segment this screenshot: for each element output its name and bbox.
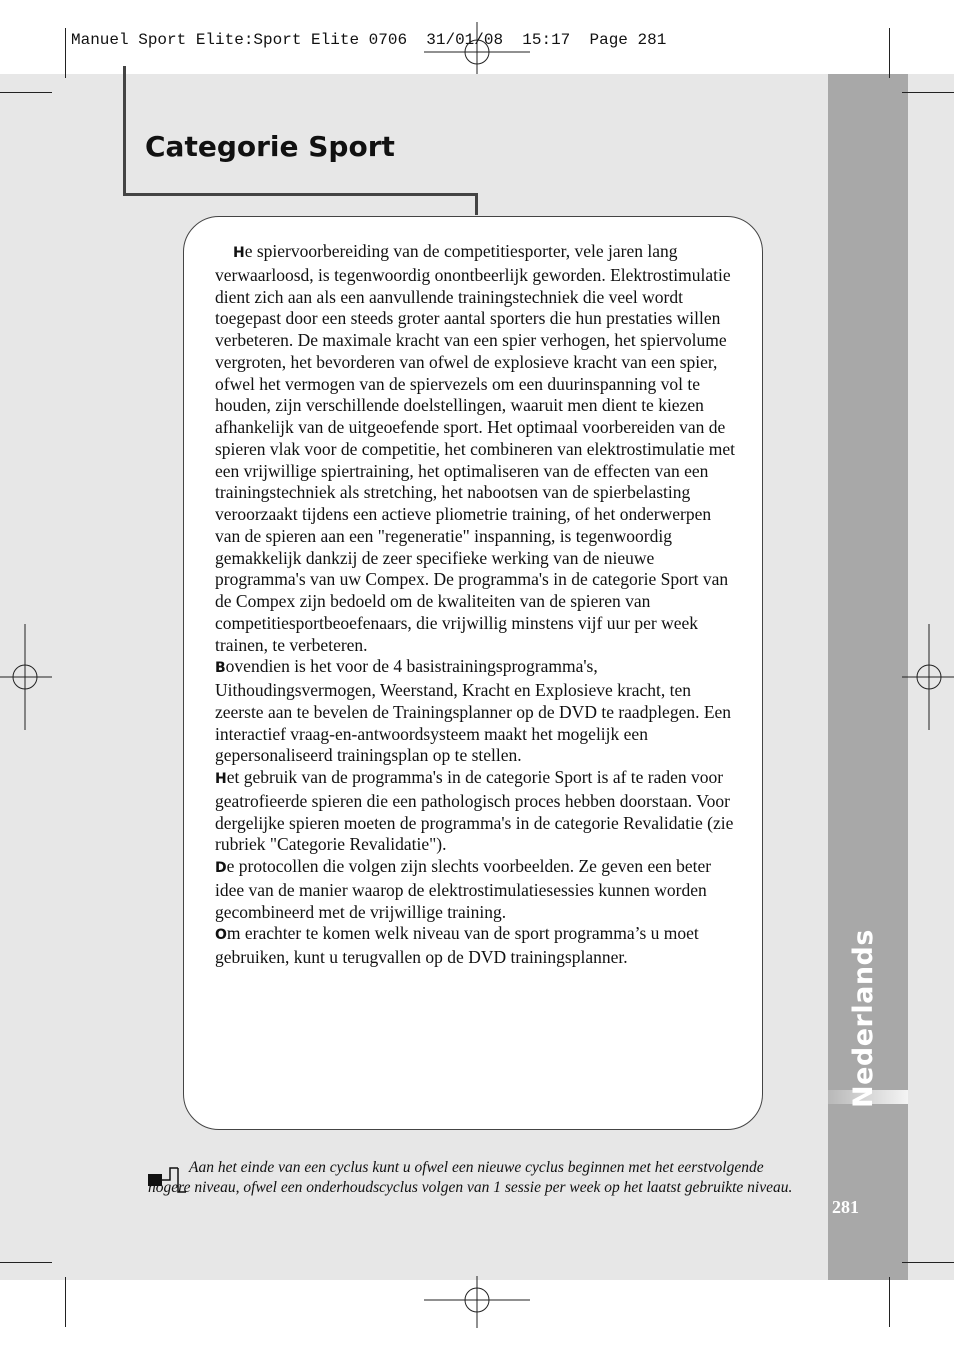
note-text: Aan het einde van een cyclus kunt u ofwel een nieuwe cyclus beginnen met het eerstvolgende hogere niveau, ofwel een onderhoudscyclus volgen van 1 sessie per week op het laatst gebruikte niveau. xyxy=(148,1159,793,1196)
crop-mark xyxy=(902,1262,954,1263)
crop-mark xyxy=(889,1277,890,1327)
paragraph-text: m erachter te komen welk niveau van de sport programma’s u moet gebruiken, kunt u terugvallen op de DVD trainingsplanner. xyxy=(215,923,699,967)
initial-letter: H xyxy=(215,771,227,787)
paragraph xyxy=(215,767,737,856)
registration-mark xyxy=(902,624,954,730)
initial-letter: D xyxy=(215,860,227,876)
paragraph-text: e protocollen die volgen zijn slechts voorbeelden. Ze geven een beter idee van de manier waarop de elektrostimulatiesessies kunnen worden gecombineerd met de vrijwillige training. xyxy=(215,856,712,922)
crop-mark xyxy=(889,28,890,78)
registration-mark xyxy=(424,22,530,74)
section-title: Categorie Sport xyxy=(145,130,395,163)
paragraph xyxy=(215,856,737,923)
title-bracket-tick xyxy=(475,193,478,215)
paragraph-text: et gebruik van de programma's in de categorie Sport is af te raden voor geatrofieerde spieren die een pathologisch proces hebben doorstaan. Voor dergelijke spieren moeten de programma's in de categorie Revalidatie (zie rubriek "Categorie Revalidatie"). xyxy=(215,767,734,855)
print-header: Manuel Sport Elite:Sport Elite 0706 31/01/08 15:17 Page 281 xyxy=(71,31,667,49)
crop-mark xyxy=(65,1277,66,1327)
paragraph xyxy=(215,241,737,656)
crop-mark xyxy=(0,1262,52,1263)
initial-letter: H xyxy=(233,245,245,261)
body-text xyxy=(215,241,737,969)
crop-mark xyxy=(65,28,66,78)
crop-mark xyxy=(902,92,954,93)
language-label: Nederlands xyxy=(848,929,879,1108)
crop-mark xyxy=(0,92,52,93)
registration-mark xyxy=(424,1276,530,1328)
paragraph xyxy=(215,656,737,767)
page-number: 281 xyxy=(832,1197,859,1217)
paragraph-text: ovendien is het voor de 4 basistrainingsprogramma's, Uithoudingsvermogen, Weerstand, Kracht en Explosieve kracht, ten zeerste aan te bevelen de Trainingsplanner op de DVD te raadplegen. Een interactief vraag-en-antwoordsysteem maakt het mogelijk een gepersonaliseerd trainingsplan op te stellen. xyxy=(215,656,732,766)
paragraph-text: e spiervoorbereiding van de competitiesporter, vele jaren lang verwaarloosd, is tegenwoordig onontbeerlijk geworden. Elektrostimulatie dient zich aan als een aanvullende trainingstechniek die veel wordt toegepast door een steeds groter aantal sporters die hun prestaties willen verbeteren. De maximale kracht van een spier verhogen, het spiervolume vergroten, het bevorderen van ofwel de explosieve kracht van een spier, ofwel het vermogen van de spiervezels om een duurinspanning vol te houden, zijn verschillende doelstellingen, waaruit men dient te kiezen afhankelijk van de uitgeoefende sport. Het optimaal voorbereiden van de spieren vlak voor de competitie, het combineren van elektrostimulatie met een vrijwillige spiertraining, het optimaliseren van de effecten van een trainingstechniek als stretching, het nabootsen van de spierbelasting veroorzaakt tijdens een actieve pliometrie training, of het onderwerpen van de spieren aan een "regeneratie" inspanning, is tegenwoordig gemakkelijk dankzij de zeer specifieke werking van de nieuwe programma's van uw Compex. De programma's in de categorie Sport van de Compex zijn bedoeld om de kwaliteiten van de spieren van competitiesportbeoefenaars, die vrijwillig minstens vijf uur per week trainen, te verbeteren. xyxy=(215,241,735,655)
registration-mark xyxy=(0,624,52,730)
paragraph xyxy=(215,923,737,969)
initial-letter: O xyxy=(215,927,227,944)
initial-letter: B xyxy=(215,660,226,677)
